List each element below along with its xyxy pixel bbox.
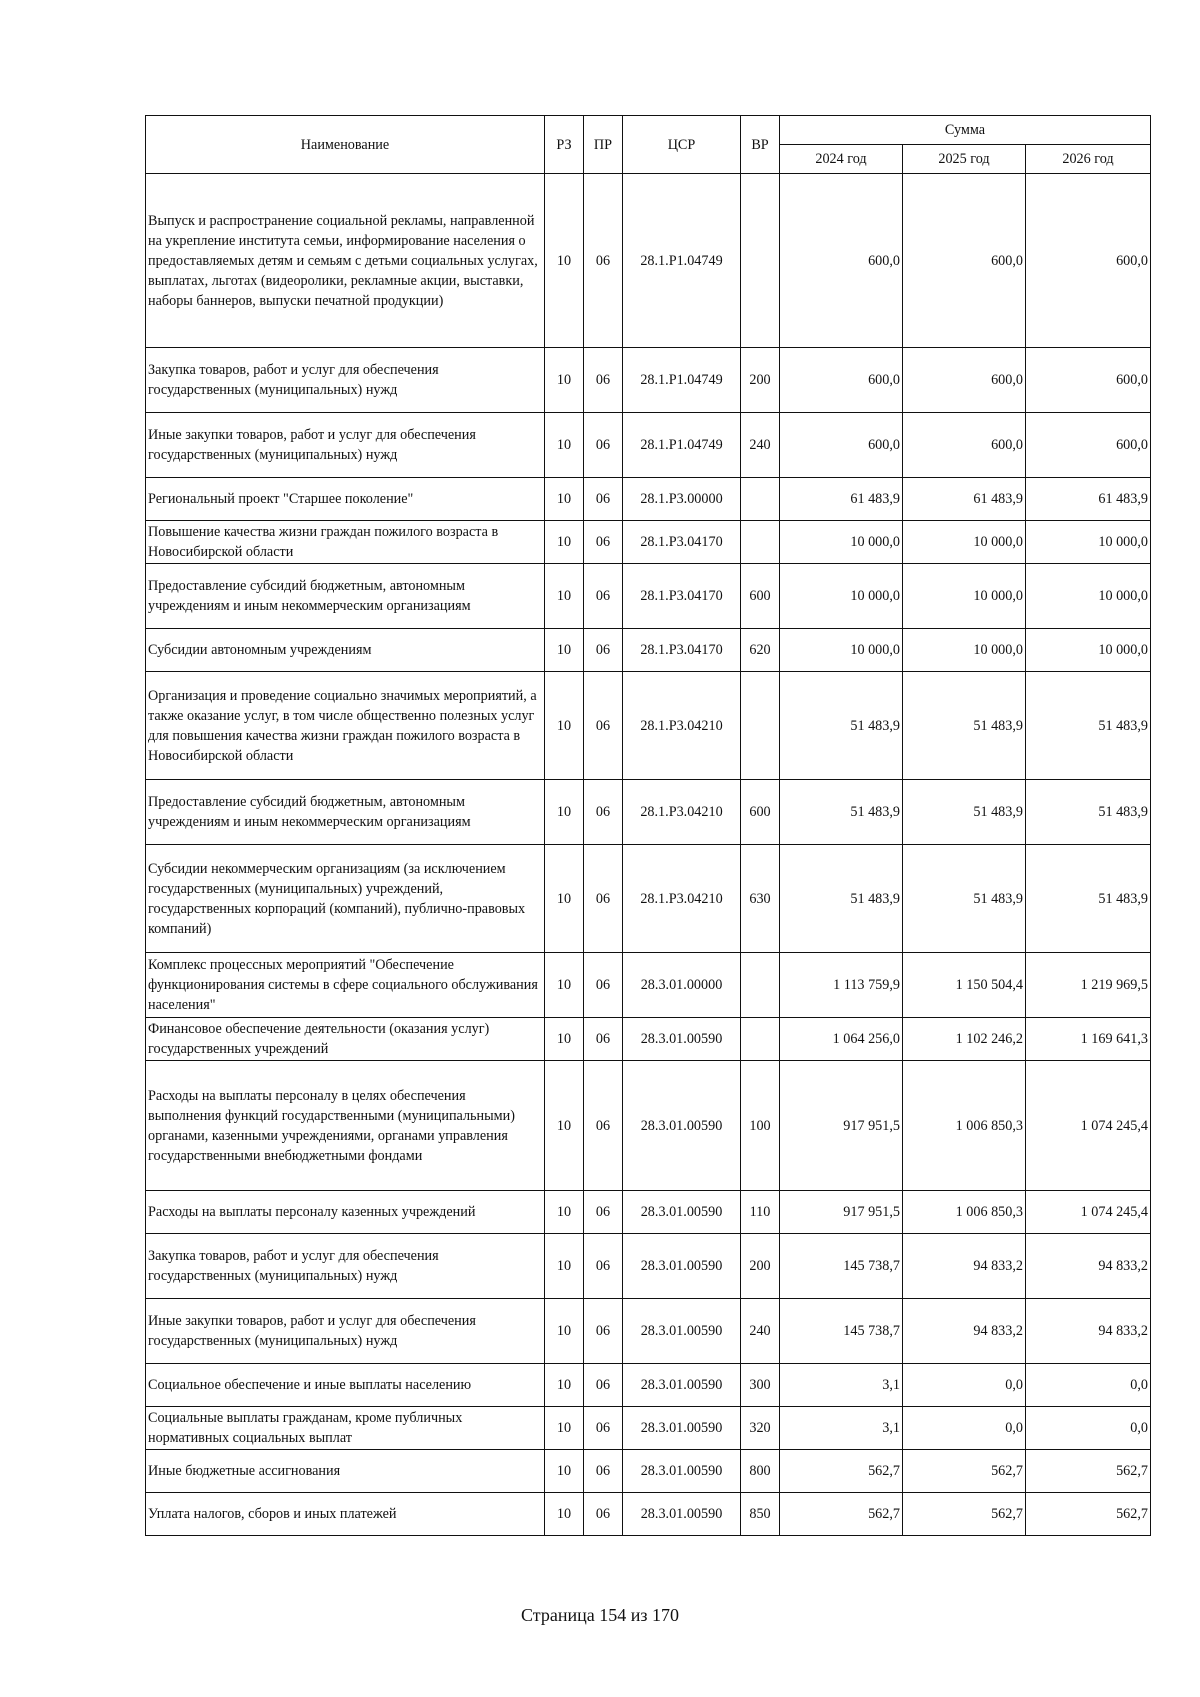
row-amount-2026: 1 169 641,3 xyxy=(1026,1018,1151,1061)
row-amount-2024: 145 738,7 xyxy=(780,1234,903,1299)
row-pr: 06 xyxy=(584,1018,623,1061)
row-rz: 10 xyxy=(545,1407,584,1450)
row-csr: 28.3.01.00590 xyxy=(623,1018,741,1061)
table-row xyxy=(146,845,1151,953)
table-row xyxy=(146,521,1151,564)
row-amount-2025: 10 000,0 xyxy=(903,629,1026,672)
row-amount-2025: 600,0 xyxy=(903,413,1026,478)
row-rz: 10 xyxy=(545,1191,584,1234)
row-amount-2025: 562,7 xyxy=(903,1493,1026,1536)
row-amount-2026: 10 000,0 xyxy=(1026,629,1151,672)
row-amount-2026: 10 000,0 xyxy=(1026,521,1151,564)
table-row xyxy=(146,564,1151,629)
row-csr: 28.1.Р3.00000 xyxy=(623,478,741,521)
row-vr: 240 xyxy=(741,413,780,478)
row-name: Повышение качества жизни граждан пожилого возраста в Новосибирской области xyxy=(146,521,545,564)
row-rz: 10 xyxy=(545,845,584,953)
row-amount-2024: 600,0 xyxy=(780,413,903,478)
row-amount-2025: 94 833,2 xyxy=(903,1234,1026,1299)
row-amount-2025: 61 483,9 xyxy=(903,478,1026,521)
row-amount-2025: 0,0 xyxy=(903,1407,1026,1450)
row-pr: 06 xyxy=(584,348,623,413)
row-amount-2026: 1 074 245,4 xyxy=(1026,1061,1151,1191)
row-vr: 200 xyxy=(741,348,780,413)
header-pr: ПР xyxy=(584,116,623,174)
row-amount-2024: 3,1 xyxy=(780,1364,903,1407)
row-name: Комплекс процессных мероприятий "Обеспечение функционирования системы в сфере социального обслуживания населения" xyxy=(146,953,545,1018)
row-csr: 28.1.Р3.04210 xyxy=(623,845,741,953)
row-name: Иные бюджетные ассигнования xyxy=(146,1450,545,1493)
row-rz: 10 xyxy=(545,348,584,413)
table-row xyxy=(146,1018,1151,1061)
table-row xyxy=(146,780,1151,845)
row-amount-2026: 51 483,9 xyxy=(1026,672,1151,780)
row-name: Финансовое обеспечение деятельности (оказания услуг) государственных учреждений xyxy=(146,1018,545,1061)
row-csr: 28.1.Р1.04749 xyxy=(623,174,741,348)
row-name: Субсидии некоммерческим организациям (за исключением государственных (муниципальных) учреждений, государственных корпораций (компаний), публично-правовых компаний) xyxy=(146,845,545,953)
row-name: Иные закупки товаров, работ и услуг для обеспечения государственных (муниципальных) нужд xyxy=(146,1299,545,1364)
table-row xyxy=(146,348,1151,413)
row-vr: 300 xyxy=(741,1364,780,1407)
row-name: Расходы на выплаты персоналу в целях обеспечения выполнения функций государственными (муниципальными) органами, казенными учреждениями, органами управления государственными внебюджетными фондами xyxy=(146,1061,545,1191)
row-amount-2026: 600,0 xyxy=(1026,174,1151,348)
header-year-2026: 2026 год xyxy=(1026,145,1151,174)
row-vr xyxy=(741,174,780,348)
row-pr: 06 xyxy=(584,478,623,521)
row-pr: 06 xyxy=(584,1061,623,1191)
row-amount-2024: 61 483,9 xyxy=(780,478,903,521)
row-name: Закупка товаров, работ и услуг для обеспечения государственных (муниципальных) нужд xyxy=(146,1234,545,1299)
row-vr xyxy=(741,1018,780,1061)
row-amount-2026: 0,0 xyxy=(1026,1407,1151,1450)
row-rz: 10 xyxy=(545,1364,584,1407)
row-vr: 850 xyxy=(741,1493,780,1536)
row-pr: 06 xyxy=(584,1407,623,1450)
row-name: Закупка товаров, работ и услуг для обеспечения государственных (муниципальных) нужд xyxy=(146,348,545,413)
row-amount-2024: 1 064 256,0 xyxy=(780,1018,903,1061)
row-vr: 320 xyxy=(741,1407,780,1450)
table-row xyxy=(146,1299,1151,1364)
page-footer: Страница 154 из 170 xyxy=(521,1605,679,1625)
table-row xyxy=(146,1364,1151,1407)
header-year-2024: 2024 год xyxy=(780,145,903,174)
row-rz: 10 xyxy=(545,1018,584,1061)
row-csr: 28.3.01.00590 xyxy=(623,1450,741,1493)
row-name: Иные закупки товаров, работ и услуг для обеспечения государственных (муниципальных) нужд xyxy=(146,413,545,478)
row-csr: 28.1.Р1.04749 xyxy=(623,348,741,413)
row-amount-2025: 51 483,9 xyxy=(903,780,1026,845)
row-amount-2026: 94 833,2 xyxy=(1026,1234,1151,1299)
row-rz: 10 xyxy=(545,564,584,629)
row-name: Социальное обеспечение и иные выплаты населению xyxy=(146,1364,545,1407)
header-csr: ЦСР xyxy=(623,116,741,174)
row-amount-2024: 51 483,9 xyxy=(780,780,903,845)
row-csr: 28.1.Р1.04749 xyxy=(623,413,741,478)
row-amount-2025: 1 102 246,2 xyxy=(903,1018,1026,1061)
row-amount-2024: 562,7 xyxy=(780,1450,903,1493)
row-csr: 28.3.01.00000 xyxy=(623,953,741,1018)
row-name: Расходы на выплаты персоналу казенных учреждений xyxy=(146,1191,545,1234)
row-name: Выпуск и распространение социальной рекламы, направленной на укрепление института семьи, информирование населения о предоставляемых детям и семьям с детьми социальных услугах, выплатах, льготах (видеоролики, рекламные акции, выставки, наборы баннеров, выпуски печатной продукции) xyxy=(146,174,545,348)
row-csr: 28.3.01.00590 xyxy=(623,1407,741,1450)
row-amount-2024: 600,0 xyxy=(780,174,903,348)
row-amount-2025: 562,7 xyxy=(903,1450,1026,1493)
row-name: Предоставление субсидий бюджетным, автономным учреждениям и иным некоммерческим организациям xyxy=(146,564,545,629)
row-csr: 28.1.Р3.04170 xyxy=(623,521,741,564)
row-csr: 28.1.Р3.04170 xyxy=(623,564,741,629)
row-vr: 630 xyxy=(741,845,780,953)
row-pr: 06 xyxy=(584,413,623,478)
row-rz: 10 xyxy=(545,1234,584,1299)
row-rz: 10 xyxy=(545,174,584,348)
row-amount-2025: 94 833,2 xyxy=(903,1299,1026,1364)
row-rz: 10 xyxy=(545,1450,584,1493)
row-csr: 28.3.01.00590 xyxy=(623,1061,741,1191)
row-amount-2025: 51 483,9 xyxy=(903,845,1026,953)
row-csr: 28.1.Р3.04210 xyxy=(623,672,741,780)
row-vr: 600 xyxy=(741,564,780,629)
row-amount-2024: 10 000,0 xyxy=(780,521,903,564)
row-amount-2024: 145 738,7 xyxy=(780,1299,903,1364)
header-year-2025: 2025 год xyxy=(903,145,1026,174)
row-name: Уплата налогов, сборов и иных платежей xyxy=(146,1493,545,1536)
row-vr xyxy=(741,672,780,780)
row-csr: 28.3.01.00590 xyxy=(623,1299,741,1364)
table-row xyxy=(146,174,1151,348)
row-pr: 06 xyxy=(584,1299,623,1364)
row-rz: 10 xyxy=(545,953,584,1018)
row-amount-2025: 1 006 850,3 xyxy=(903,1191,1026,1234)
row-amount-2026: 562,7 xyxy=(1026,1493,1151,1536)
header-sum: Сумма xyxy=(780,116,1151,145)
row-csr: 28.3.01.00590 xyxy=(623,1493,741,1536)
row-name: Предоставление субсидий бюджетным, автономным учреждениям и иным некоммерческим организациям xyxy=(146,780,545,845)
row-rz: 10 xyxy=(545,1299,584,1364)
row-amount-2026: 94 833,2 xyxy=(1026,1299,1151,1364)
row-amount-2026: 0,0 xyxy=(1026,1364,1151,1407)
table-row xyxy=(146,672,1151,780)
row-name: Социальные выплаты гражданам, кроме публичных нормативных социальных выплат xyxy=(146,1407,545,1450)
row-amount-2024: 51 483,9 xyxy=(780,845,903,953)
row-amount-2024: 917 951,5 xyxy=(780,1061,903,1191)
row-rz: 10 xyxy=(545,413,584,478)
row-csr: 28.3.01.00590 xyxy=(623,1234,741,1299)
row-amount-2025: 1 150 504,4 xyxy=(903,953,1026,1018)
row-amount-2026: 600,0 xyxy=(1026,413,1151,478)
row-amount-2026: 1 219 969,5 xyxy=(1026,953,1151,1018)
row-amount-2026: 51 483,9 xyxy=(1026,780,1151,845)
table-row xyxy=(146,629,1151,672)
row-vr: 200 xyxy=(741,1234,780,1299)
table-row xyxy=(146,1450,1151,1493)
row-pr: 06 xyxy=(584,953,623,1018)
row-amount-2025: 10 000,0 xyxy=(903,564,1026,629)
row-csr: 28.3.01.00590 xyxy=(623,1191,741,1234)
row-amount-2025: 600,0 xyxy=(903,174,1026,348)
row-pr: 06 xyxy=(584,845,623,953)
table-row xyxy=(146,1191,1151,1234)
row-pr: 06 xyxy=(584,1234,623,1299)
table-body xyxy=(146,174,1151,1536)
row-rz: 10 xyxy=(545,780,584,845)
row-name: Организация и проведение социально значимых мероприятий, а также оказание услуг, в том числе общественно полезных услуг для повышения качества жизни граждан пожилого возраста в Новосибирской области xyxy=(146,672,545,780)
row-vr: 110 xyxy=(741,1191,780,1234)
row-pr: 06 xyxy=(584,1364,623,1407)
row-amount-2024: 600,0 xyxy=(780,348,903,413)
header-vr: ВР xyxy=(741,116,780,174)
row-pr: 06 xyxy=(584,564,623,629)
row-pr: 06 xyxy=(584,521,623,564)
row-amount-2025: 51 483,9 xyxy=(903,672,1026,780)
table-row xyxy=(146,1234,1151,1299)
row-pr: 06 xyxy=(584,174,623,348)
row-rz: 10 xyxy=(545,629,584,672)
row-amount-2024: 562,7 xyxy=(780,1493,903,1536)
row-pr: 06 xyxy=(584,1450,623,1493)
row-name: Субсидии автономным учреждениям xyxy=(146,629,545,672)
row-csr: 28.1.Р3.04170 xyxy=(623,629,741,672)
row-amount-2024: 917 951,5 xyxy=(780,1191,903,1234)
row-rz: 10 xyxy=(545,1493,584,1536)
row-csr: 28.3.01.00590 xyxy=(623,1364,741,1407)
row-amount-2025: 600,0 xyxy=(903,348,1026,413)
row-amount-2024: 51 483,9 xyxy=(780,672,903,780)
row-amount-2025: 0,0 xyxy=(903,1364,1026,1407)
table-row xyxy=(146,413,1151,478)
row-amount-2026: 562,7 xyxy=(1026,1450,1151,1493)
row-amount-2026: 1 074 245,4 xyxy=(1026,1191,1151,1234)
row-pr: 06 xyxy=(584,780,623,845)
row-vr xyxy=(741,521,780,564)
row-name: Региональный проект "Старшее поколение" xyxy=(146,478,545,521)
table-row xyxy=(146,1061,1151,1191)
row-amount-2025: 1 006 850,3 xyxy=(903,1061,1026,1191)
row-vr: 240 xyxy=(741,1299,780,1364)
row-csr: 28.1.Р3.04210 xyxy=(623,780,741,845)
table-row xyxy=(146,1493,1151,1536)
header-name: Наименование xyxy=(146,116,545,174)
row-amount-2026: 600,0 xyxy=(1026,348,1151,413)
row-pr: 06 xyxy=(584,1493,623,1536)
row-rz: 10 xyxy=(545,478,584,521)
row-amount-2024: 10 000,0 xyxy=(780,629,903,672)
row-pr: 06 xyxy=(584,629,623,672)
row-rz: 10 xyxy=(545,1061,584,1191)
row-vr: 600 xyxy=(741,780,780,845)
row-vr: 800 xyxy=(741,1450,780,1493)
table-row xyxy=(146,953,1151,1018)
row-amount-2026: 10 000,0 xyxy=(1026,564,1151,629)
row-amount-2024: 1 113 759,9 xyxy=(780,953,903,1018)
header-rz: РЗ xyxy=(545,116,584,174)
row-vr: 620 xyxy=(741,629,780,672)
row-vr xyxy=(741,953,780,1018)
row-amount-2026: 61 483,9 xyxy=(1026,478,1151,521)
row-vr: 100 xyxy=(741,1061,780,1191)
row-rz: 10 xyxy=(545,672,584,780)
budget-table xyxy=(145,115,1151,1536)
row-rz: 10 xyxy=(545,521,584,564)
row-vr xyxy=(741,478,780,521)
row-pr: 06 xyxy=(584,1191,623,1234)
row-amount-2024: 3,1 xyxy=(780,1407,903,1450)
row-amount-2026: 51 483,9 xyxy=(1026,845,1151,953)
row-amount-2025: 10 000,0 xyxy=(903,521,1026,564)
row-pr: 06 xyxy=(584,672,623,780)
row-amount-2024: 10 000,0 xyxy=(780,564,903,629)
table-row xyxy=(146,1407,1151,1450)
table-row xyxy=(146,478,1151,521)
